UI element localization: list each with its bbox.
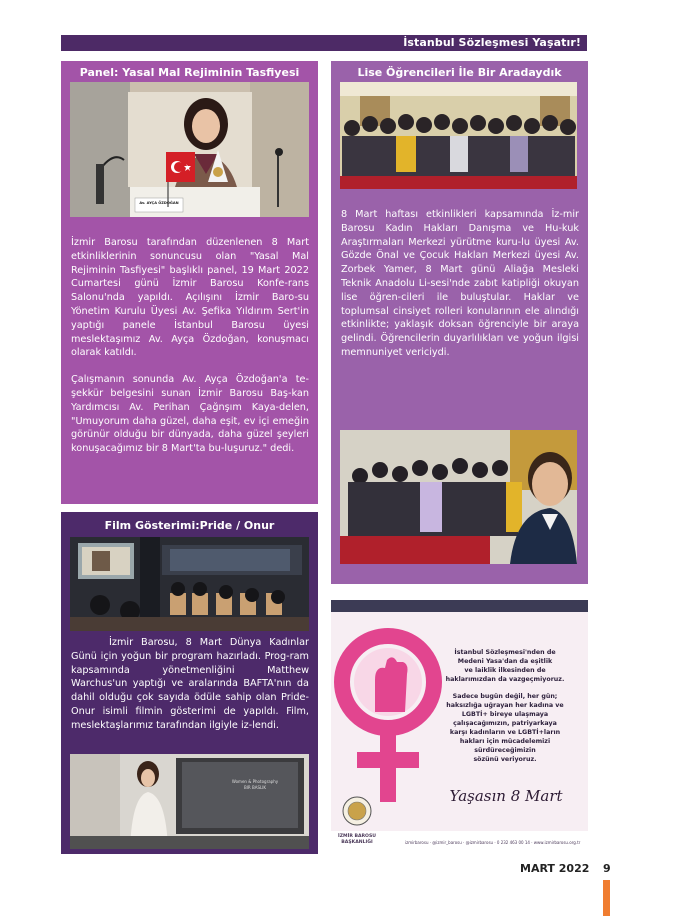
panel-film-body xyxy=(71,636,309,733)
presenter-slide-caption: Women & Photography BIR BASLIK xyxy=(231,779,279,790)
panel-right-title: Lise Öğrencileri İle Bir Aradaydık xyxy=(357,66,562,79)
panel-film-paragraph: İzmir Barosu, 8 Mart Dünya Kadınlar Günü için yoğun bir program hazırladı. Prog-ram kapsamında yönetmenliğini Matthew Warchus'un yaptığı ve aralarında BAFTA'nın da dahil olduğu çok sayıda ödüle sahip olan Pride-Onur isimli filmin gösterimi de yapıldı. Film, meslektaşlarımız tarafından ilgiyle iz-lendi. xyxy=(71,637,309,731)
header-title: İstanbul Sözleşmesi Yaşatır! xyxy=(403,36,581,49)
film-presenter-photo xyxy=(70,754,309,849)
panel-right-body xyxy=(341,208,579,360)
panel-left-title: Panel: Yasal Mal Rejiminin Tasfiyesi xyxy=(79,66,300,79)
speaker-illustration xyxy=(70,82,309,217)
poster-brand: İZMİR BAROSU BAŞKANLIĞI xyxy=(338,834,376,845)
students-selfie-photo xyxy=(340,430,577,564)
panel-left-body xyxy=(71,236,309,456)
panel-left-paragraph-2: Çalışmanın sonunda Av. Ayça Özdoğan'a te-şekkür belgesini sunan İzmir Barosu Baş-kan Yardımcısı Av. Perihan Çağnşım Kaya-delen, "Umuyorum daha güzel, daha eşit, ev içi emeğin görünür olduğu bir dünyada, daha güzel şeyleri konuşacağımız bir 8 Mart'ta bu-luşuruz." dedi. xyxy=(71,374,309,455)
panel-film xyxy=(61,512,318,854)
panel-left xyxy=(61,61,318,504)
header-bar xyxy=(61,35,587,51)
film-screening-photo xyxy=(70,537,309,631)
students-group-photo xyxy=(340,82,577,189)
panel-right-paragraph: 8 Mart haftası etkinlikleri kapsamında İz-mir Barosu Kadın Hakları Danışma ve Hu-kuk Araştırmaları Merkezi yürütme kuru-lu üyesi Av. Gözde Önal ve Çocuk Hakları Merkezi üyesi Av. Zorbek Yamer, 8 Mart günü Aliağa Mesleki Teknik Anadolu Li-sesi'nde zabıt katipliği okuyan lise öğren-cileri ile buluştular. Haklar ve toplumsal cinsiyet rolleri konularının ele alındığı etkinlikte; yaklaşık doksan öğrenciyle bir araya gelindi. Öğrencilerin duyarlılıkları ve yoğun ilgisi memnuniyet vericiydi. xyxy=(341,209,579,358)
poster-march-8 xyxy=(331,600,588,854)
poster-top-bar xyxy=(331,600,588,612)
poster-signature: Yaşasın 8 Mart xyxy=(449,787,563,805)
footer-accent-bar xyxy=(603,880,610,916)
panel-right xyxy=(331,61,588,584)
panel-left-paragraph-1: İzmir Barosu tarafından düzenlenen 8 Mart etkinliklerinin sonuncusu olan "Yasal Mal Rejiminin Tasfiyesi" başlıklı panel, 19 Mart 2022 Cumartesi günü İzmir Barosu Konfe-rans Salonu'nda yapıldı. Açılışını İzmir Baro-su Yönetim Kurulu Üyesi Av. Şefika Yıldırım Sert'in yaptığı panele İstanbul Barosu üyesi meslektaşımız Av. Ayça Özdoğan, konuşmacı olarak katıldı. xyxy=(71,237,309,359)
footer-issue: MART 2022 xyxy=(520,862,590,875)
poster-statement xyxy=(430,648,580,772)
screening-illustration xyxy=(70,537,309,631)
poster-statement-line-2: Sadece bugün değil, her gün; haksızlığa uğrayan her kadına ve LGBTİ+ bireye ulaşmaya çalışacağımızın, patriyarkaya karşı kadınların ve LGBTİ+ların hakları için mücadelemizi sürdüreceğimizin sözünü veriyoruz. xyxy=(446,693,564,763)
footer-page-number: 9 xyxy=(603,862,611,875)
panel-film-title: Film Gösterimi:Pride / Onur xyxy=(104,519,275,532)
bar-seal-icon xyxy=(342,796,372,826)
speaker-nameplate: Av. AYÇA ÖZDOĞAN xyxy=(139,201,179,205)
poster-contact-line: izmirbarosu · @izmir_barosu · @izmirbarosu · 0 232 463 00 14 · www.izmirbarosu.org.tr xyxy=(405,840,581,845)
poster-statement-line-1: İstanbul Sözleşmesi'nden de Medeni Yasa'dan da eşitlik ve laiklik ilkesinden de haklarımızdan da vazgeçmiyoruz. xyxy=(445,649,565,683)
students-illustration xyxy=(340,82,577,189)
selfie-illustration xyxy=(340,430,577,564)
panel-speaker-photo xyxy=(70,82,309,217)
presenter-illustration xyxy=(70,754,309,849)
venus-fist-icon xyxy=(333,620,443,810)
